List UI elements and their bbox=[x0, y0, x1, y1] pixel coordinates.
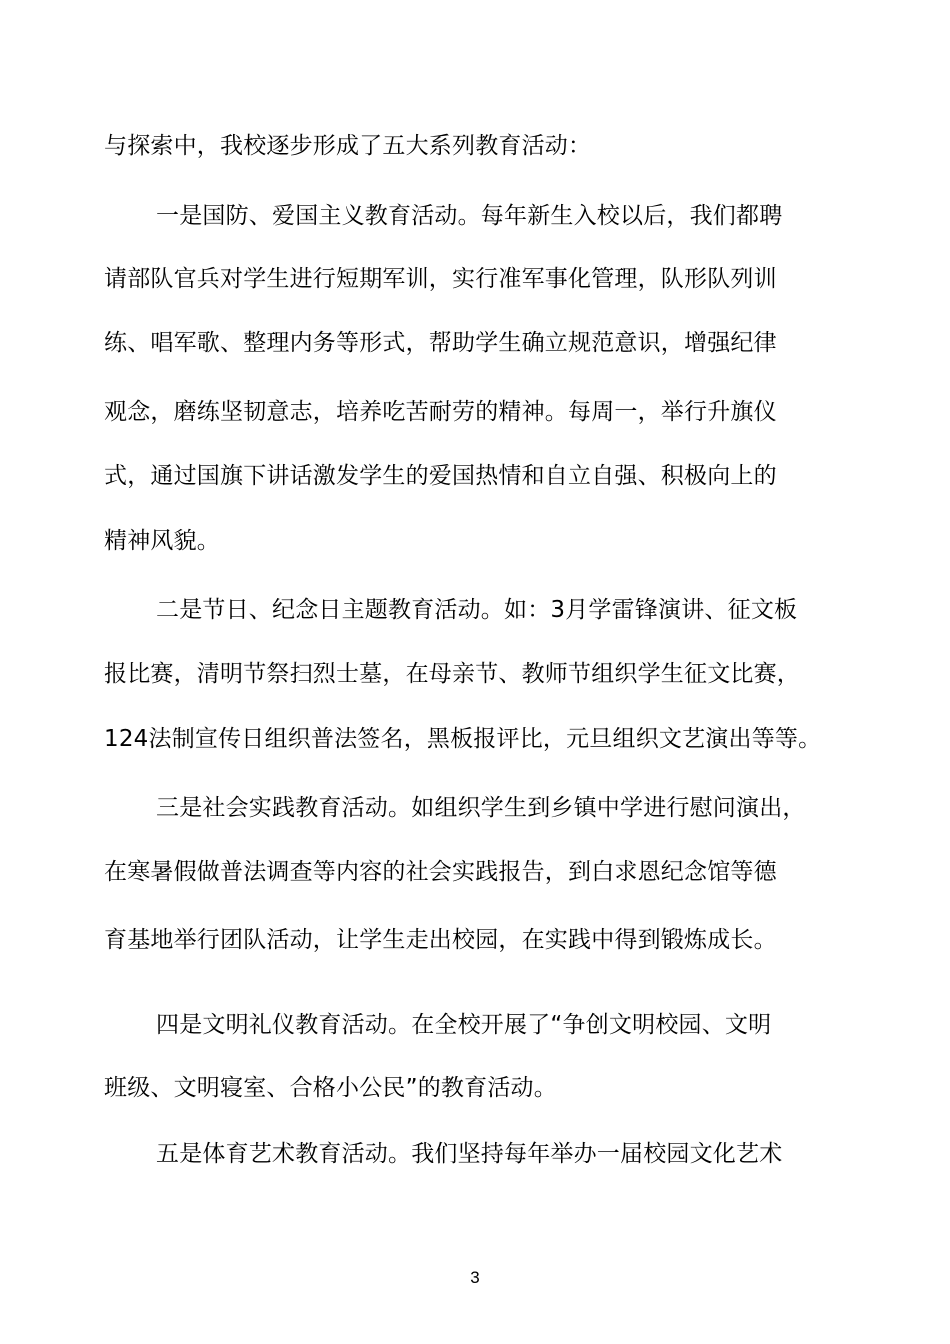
paragraph-5-start: 五是体育艺术教育活动。我们坚持每年举办一届校园文化艺术 bbox=[156, 1141, 783, 1167]
page-number: 3 bbox=[470, 1268, 480, 1287]
paragraph-2-start: 二是节日、纪念日主题教育活动。如：3月学雷锋演讲、征文板 bbox=[156, 597, 798, 623]
text-line: 育基地举行团队活动，让学生走出校园，在实践中得到锻炼成长。 bbox=[104, 927, 777, 953]
text-line: 式，通过国旗下讲话激发学生的爱国热情和自立自强、积极向上的 bbox=[104, 463, 777, 489]
text-line: 在寒暑假做普法调查等内容的社会实践报告，到白求恩纪念馆等德 bbox=[104, 859, 777, 885]
text-line: 与探索中，我校逐步形成了五大系列教育活动： bbox=[104, 133, 592, 159]
text-line: 观念，磨练坚韧意志，培养吃苦耐劳的精神。每周一，举行升旗仪 bbox=[104, 399, 777, 425]
text-line: 精神风貌。 bbox=[104, 528, 220, 554]
text-line: 练、唱军歌、整理内务等形式，帮助学生确立规范意识，增强纪律 bbox=[104, 330, 777, 356]
text-line: 报比赛，清明节祭扫烈士墓，在母亲节、教师节组织学生征文比赛， bbox=[104, 661, 800, 687]
paragraph-4-start: 四是文明礼仪教育活动。在全校开展了“争创文明校园、文明 bbox=[156, 1012, 772, 1038]
paragraph-3-start: 三是社会实践教育活动。如组织学生到乡镇中学进行慰问演出， bbox=[156, 795, 806, 821]
paragraph-1-start: 一是国防、爱国主义教育活动。每年新生入校以后，我们都聘 bbox=[156, 203, 783, 229]
text-line: 124法制宣传日组织普法签名，黑板报评比，元旦组织文艺演出等等。 bbox=[104, 726, 822, 752]
text-line: 请部队官兵对学生进行短期军训，实行准军事化管理，队形队列训 bbox=[104, 266, 777, 292]
text-line: 班级、文明寝室、合格小公民”的教育活动。 bbox=[104, 1075, 557, 1101]
